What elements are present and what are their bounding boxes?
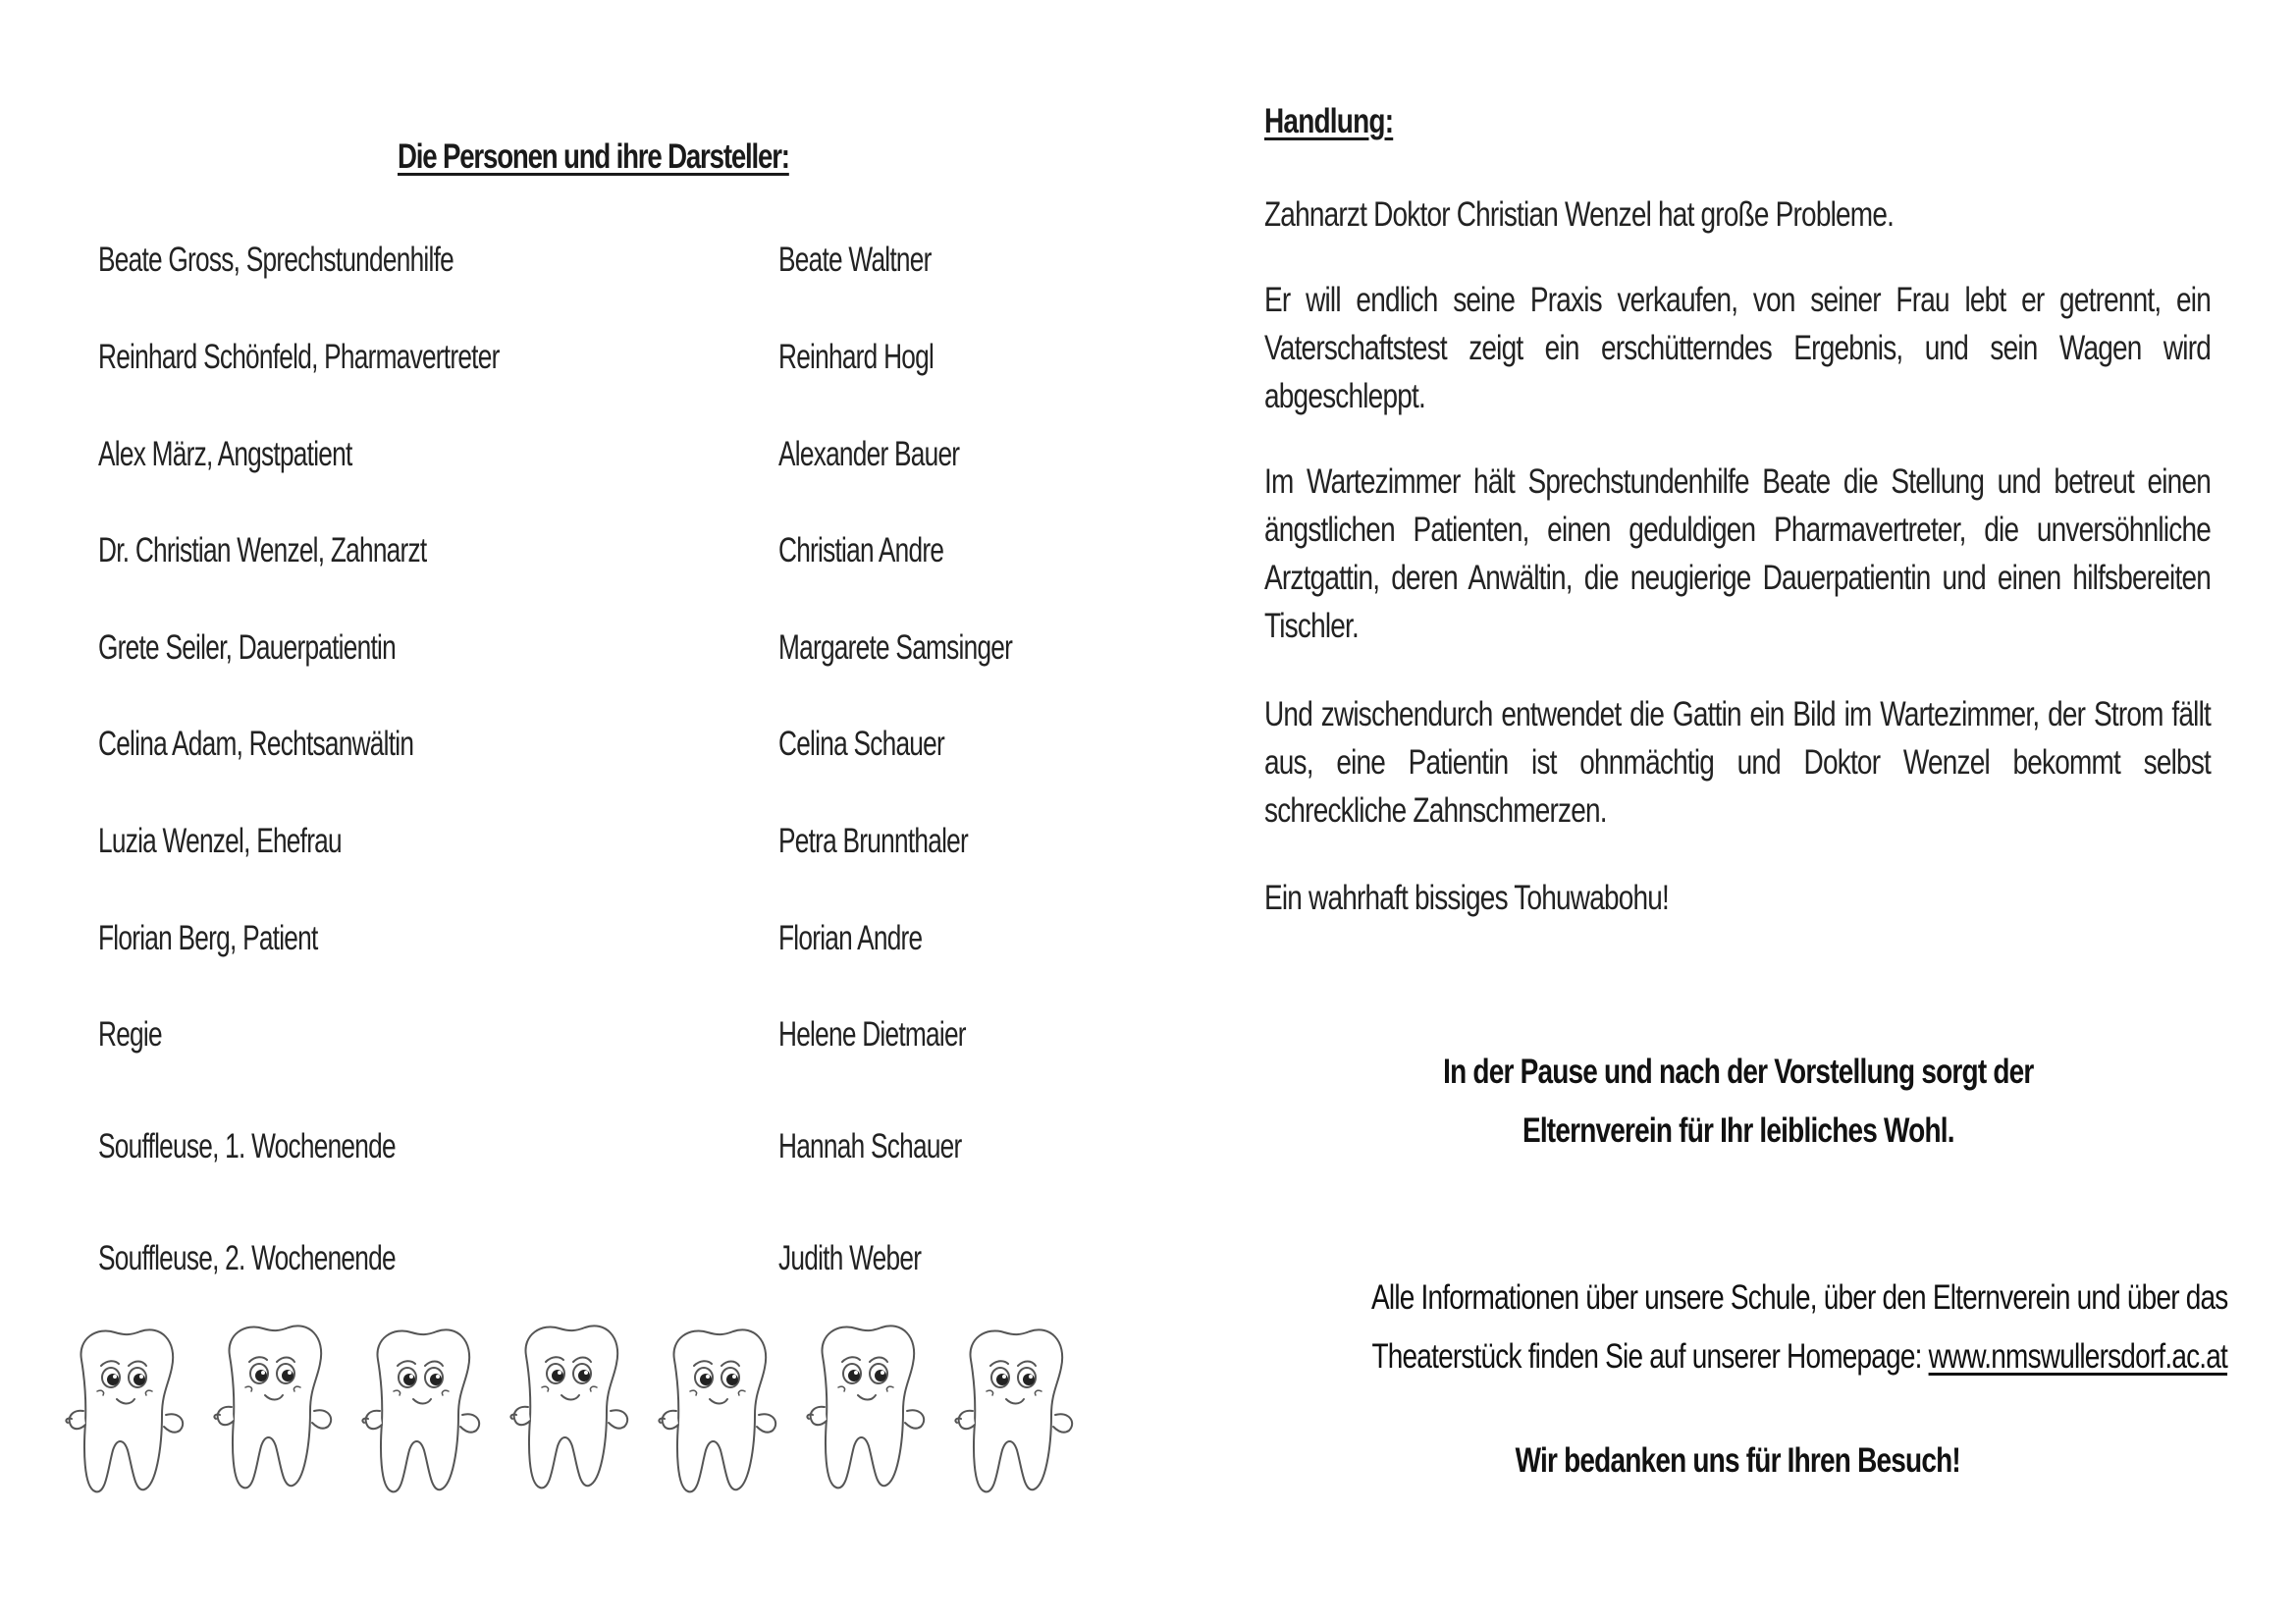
cast-role: Souffleuse, 2. Wochenende [98, 1239, 396, 1277]
info-line-1: Alle Informationen über unsere Schule, über den Elternverein und über das [1371, 1278, 2228, 1317]
cartoon-tooth-icon [807, 1326, 924, 1488]
cast-role: Luzia Wenzel, Ehefrau [98, 822, 342, 860]
cast-row [98, 919, 1129, 968]
cast-row [98, 1015, 1129, 1064]
cartoon-tooth-icon [214, 1326, 331, 1488]
cast-role: Regie [98, 1015, 162, 1054]
cartoon-tooth-icon [510, 1326, 627, 1488]
info-line-2 [1371, 1327, 2227, 1386]
cast-role: Beate Gross, Sprechstundenhilfe [98, 241, 454, 279]
cast-actor: Helene Dietmaier [778, 1015, 966, 1054]
cast-row [98, 531, 1129, 580]
cast-actor: Alexander Bauer [778, 435, 960, 473]
thanks-text: Wir bedanken uns für Ihren Besuch! [1515, 1441, 1961, 1480]
cast-role: Celina Adam, Rechtsanwältin [98, 725, 414, 763]
cast-role: Dr. Christian Wenzel, Zahnarzt [98, 531, 427, 569]
cast-row [98, 435, 1129, 484]
cast-actor: Hannah Schauer [778, 1127, 962, 1165]
plot-paragraph-3: Im Wartezimmer hält Sprechstundenhilfe Beate die Stellung und betreut einen ängstlichen Patienten, einen geduldigen Pharmavertreter, die unversöhnliche Arztgattin, deren Anwältin, die neugierige Dauerpatientin und einen hilfsbereiten Tischler. [1264, 462, 2211, 645]
cast-row [98, 725, 1129, 774]
cast-row [98, 1239, 1129, 1288]
cast-actor: Christian Andre [778, 531, 944, 569]
cast-role: Alex März, Angstpatient [98, 435, 352, 473]
cast-row [98, 822, 1129, 871]
info-line-2-text: Theaterstück finden Sie auf unserer Homepage: [1371, 1337, 1929, 1376]
refreshment-notice [1264, 1043, 2212, 1161]
cartoon-tooth-icon [955, 1329, 1072, 1491]
info-notice [1264, 1269, 2228, 1386]
thanks-notice [1264, 1432, 2212, 1490]
cast-actor: Judith Weber [778, 1239, 922, 1277]
refreshment-line-2: Elternverein für Ihr leibliches Wohl. [1522, 1111, 1954, 1150]
plot-paragraph-1: Zahnarzt Doktor Christian Wenzel hat große Probleme. [1264, 195, 1895, 234]
cast-row [98, 1127, 1129, 1176]
cast-role: Grete Seiler, Dauerpatientin [98, 628, 396, 667]
cast-actor: Margarete Samsinger [778, 628, 1013, 667]
cast-actor: Florian Andre [778, 919, 923, 957]
cast-role: Souffleuse, 1. Wochenende [98, 1127, 396, 1165]
cast-actor: Beate Waltner [778, 241, 932, 279]
refreshment-line-1: In der Pause und nach der Vorstellung sorgt der [1442, 1053, 2034, 1091]
cast-actor: Celina Schauer [778, 725, 944, 763]
cast-row [98, 241, 1129, 290]
cast-role: Florian Berg, Patient [98, 919, 318, 957]
cast-actor: Reinhard Hogl [778, 338, 934, 376]
plot-paragraph-5: Ein wahrhaft bissiges Tohuwabohu! [1264, 879, 1670, 917]
cast-actor: Petra Brunnthaler [778, 822, 968, 860]
cast-row [98, 338, 1129, 387]
teeth-illustration [54, 1321, 1114, 1527]
cast-role: Reinhard Schönfeld, Pharmavertreter [98, 338, 500, 376]
plot-paragraph-4: Und zwischendurch entwendet die Gattin ein Bild im Wartezimmer, der Strom fällt aus, eine Patientin ist ohnmächtig und Doktor Wenzel bekommt selbst schreckliche Zahnschmerzen. [1264, 695, 2211, 830]
homepage-link[interactable]: www.nmswullersdorf.ac.at [1928, 1337, 2228, 1376]
cartoon-tooth-icon [66, 1329, 183, 1491]
cast-title: Die Personen und ihre Darsteller: [398, 137, 789, 176]
cast-row [98, 628, 1129, 677]
cartoon-tooth-icon [659, 1329, 775, 1491]
cartoon-tooth-icon [362, 1329, 479, 1491]
plot-paragraph-2: Er will endlich seine Praxis verkaufen, von seiner Frau lebt er getrennt, ein Vaterschaftstest zeigt ein erschütterndes Ergebnis, und sein Wagen wird abgeschleppt. [1264, 281, 2211, 415]
plot-heading: Handlung: [1264, 102, 1394, 140]
